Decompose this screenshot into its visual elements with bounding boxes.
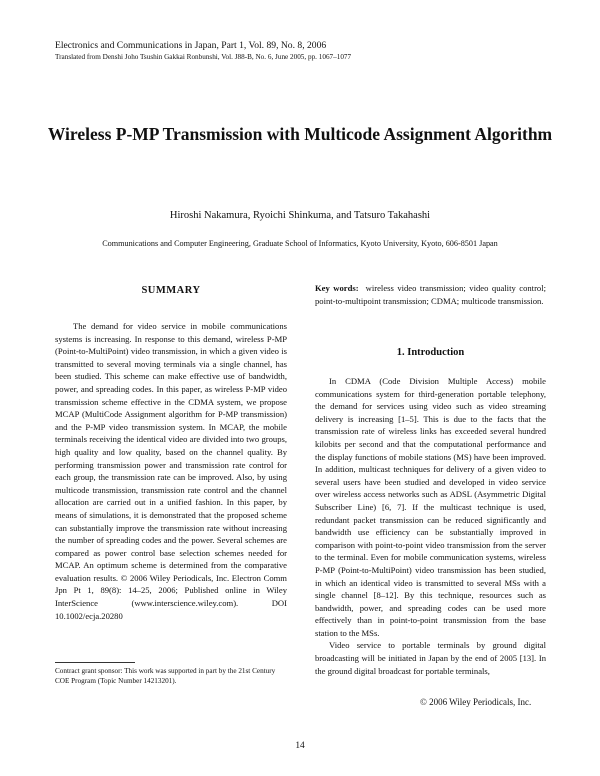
introduction-section <box>315 375 546 677</box>
paper-title: Wireless P-MP Transmission with Multicode Assignment Algorithm <box>47 124 553 144</box>
introduction-paragraph: In CDMA (Code Division Multiple Access) mobile communications system for third-generation portable telephony, the demand for services using video such as video streaming delivery is increasing [1–5]. This is due to the facts that the transmission rate of wireless links has exceeded several hundred kilobits per second and that the computational performance and the display functions of mobile stations (MS) have been improved. In addition, multicast techniques for delivery of a given video to several users have been studied and developed in video service over wireless access networks such as ADSL (Asymmetric Digital Subscriber Line) [6, 7]. If the multicast technique is used, redundant packet transmission can be reduced significantly and bandwidth use efficiency can be substantially improved in comparison with point-to-point video transmission from the server to the terminal. Even for mobile communication systems, wireless P-MP (Point-to-MultiPoint) video transmission has been studied, in which an identical video is transmitted to several MSs with a single channel [8–12]. By this technique, resources such as bandwidth, power, and spreading codes can be used more effectively than in point-to-point transmission from the base station to the MSs. <box>315 376 546 638</box>
affiliation: Communications and Computer Engineering, Graduate School of Informatics, Kyoto University, Kyoto, 606-8501 Japan <box>102 239 498 248</box>
keywords-paragraph <box>315 282 546 307</box>
summary-heading: SUMMARY <box>141 285 201 296</box>
author-list: Hiroshi Nakamura, Ryoichi Shinkuma, and Tatsuro Takahashi <box>169 210 431 221</box>
keywords-section <box>315 282 546 307</box>
page-number: 14 <box>295 741 305 751</box>
copyright-notice: © 2006 Wiley Periodicals, Inc. <box>420 697 532 707</box>
footnote-divider <box>55 662 135 663</box>
keywords-label: Key words: <box>315 283 359 293</box>
footnote: Contract grant sponsor: This work was supported in part by the 21st Century COE Program (Topic Number 14213201). <box>55 667 276 685</box>
summary-paragraph: The demand for video service in mobile communications systems is increasing. In response to this demand, wireless P-MP (Point-to-MultiPoint) video transmission, in which a given video is transmitted to several moving terminals via a single channel, has been studied. This scheme can make effective use of bandwidth, power, and spreading codes. In this paper, as wireless P-MP video transmission scheme effective in the CDMA system, we propose MCAP (MultiCode Assignment algorithm for P-MP transmission) and the P-MP video transmission system. In MCAP, the mobile terminals receiving the identical video are divided into two groups, high quality and low quality, based on the channel quality. By performing transmission power and transmission rate control for each group, the transmission rate can be improved. Also, by using multicode transmission, transmission rate control and the channel allocation are carried out in a unified fashion. In this paper, by means of simulations, it is demonstrated that the proposed scheme can substantially improve the transmission rate without increasing the number of spreading codes and the power. Several schemes are compared as power control base selection schemes needed for MCAP. An optimum scheme is determined from the comparative evaluation results. © 2006 Wiley Periodicals, Inc. Electron Comm Jpn Pt 1, 89(8): 14–25, 2006; Published online in Wiley InterScience (www.interscience.wiley.com). DOI 10.1002/ecja.20280 <box>55 321 287 621</box>
keywords-text: wireless video transmission; video quality control; point-to-multipoint transmission; CDMA; multicode transmission. <box>315 283 547 306</box>
introduction-heading: 1. Introduction <box>396 347 465 358</box>
introduction-paragraph: Video service to portable terminals by ground digital broadcasting will be initiated in Japan by the end of 2005 [13]. In the ground digital broadcast for portable terminals, <box>315 640 546 676</box>
journal-citation: Electronics and Communications in Japan, Part 1, Vol. 89, No. 8, 2006 <box>55 40 327 51</box>
summary-section <box>55 320 287 622</box>
translation-note: Translated from Denshi Joho Tsushin Gakkai Ronbunshi, Vol. J88-B, No. 6, June 2005, pp. 1067–1077 <box>55 53 352 61</box>
